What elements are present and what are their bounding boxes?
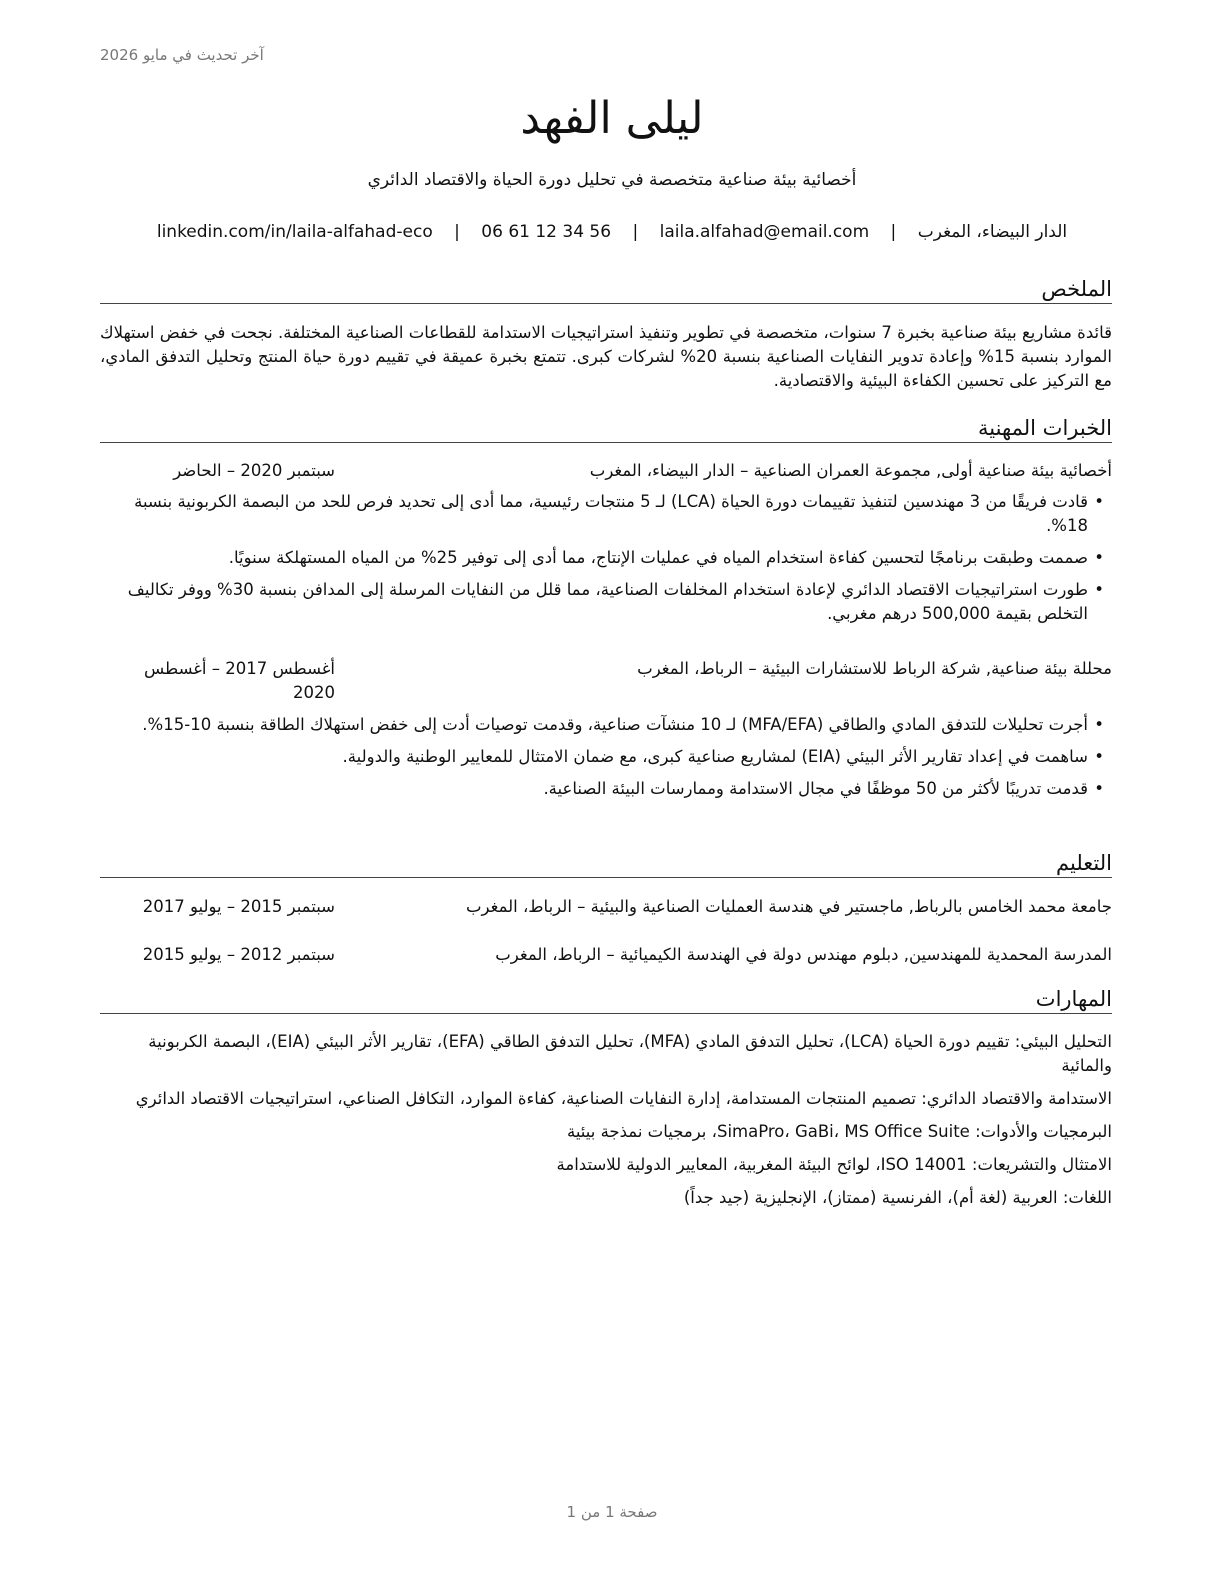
job-bullet: • قدمت تدريبًا لأكثر من 50 موظفًا في مجال الاستدامة وممارسات البيئة الصناعية. (100, 777, 1104, 801)
job-bullets (100, 713, 1104, 809)
job-title: أخصائية بيئة صناعية أولى, مجموعة العمران الصناعية – الدار البيضاء، المغرب (589, 461, 1112, 480)
contact-phone: 06 61 12 34 56 (481, 222, 612, 242)
skills-list (100, 1030, 1112, 1219)
contact-email[interactable]: laila.alfahad@email.com (659, 222, 870, 242)
job-bullet: • ساهمت في إعداد تقارير الأثر البيئي (EIA) لمشاريع صناعية كبرى، مع ضمان الامتثال للمعايير الوطنية والدولية. (100, 745, 1104, 769)
skill-line: الامتثال والتشريعات: ISO 14001، لوائح البيئة المغربية، المعايير الدولية للاستدامة (556, 1155, 1112, 1174)
experience-heading: الخبرات المهنية (100, 415, 1112, 443)
education-heading: التعليم (100, 850, 1112, 878)
page-number: صفحة 1 من 1 (566, 1503, 658, 1521)
education-title: المدرسة المحمدية للمهندسين, دبلوم مهندس دولة في الهندسة الكيميائية – الرباط، المغرب (495, 945, 1112, 964)
job-bullet: • أجرت تحليلات للتدفق المادي والطاقي (MFA/EFA) لـ 10 منشآت صناعية، وقدمت توصيات أدت إلى خفض استهلاك الطاقة بنسبة 10-15%. (100, 713, 1104, 737)
last-updated: آخر تحديث في مايو 2026 (100, 46, 264, 64)
job-title: محللة بيئة صناعية, شركة الرباط للاستشارات البيئية – الرباط، المغرب (637, 659, 1112, 678)
contact-separator: | (454, 222, 460, 242)
skill-line: البرمجيات والأدوات: SimaPro، GaBi، MS Office Suite، برمجيات نمذجة بيئية (566, 1122, 1112, 1141)
contact-linkedin[interactable]: linkedin.com/in/laila-alfahad-eco (156, 222, 433, 242)
skill-line: اللغات: العربية (لغة أم)، الفرنسية (ممتاز)، الإنجليزية (جيد جداً) (683, 1188, 1112, 1207)
contact-location: الدار البيضاء، المغرب (917, 222, 1068, 242)
job-dates: أغسطس 2017 – أغسطس 2020 (144, 659, 335, 702)
job-bullet: • طورت استراتيجيات الاقتصاد الدائري لإعادة استخدام المخلفات الصناعية، مما قلل من النفايات المرسلة إلى المدافن بنسبة 30% ووفر تكاليف التخلص بقيمة 500,000 درهم مغربي. (100, 578, 1104, 626)
education-dates: سبتمبر 2012 – يوليو 2015 (142, 945, 335, 964)
contact-separator: | (632, 222, 639, 242)
job-bullet: • قادت فريقًا من 3 مهندسين لتنفيذ تقييمات دورة الحياة (LCA) لـ 5 منتجات رئيسية، مما أدى إلى تحديد فرص للحد من البصمة الكربونية بنسبة 18%. (100, 490, 1104, 538)
contact-line (0, 222, 1224, 242)
job-bullet: • صممت وطبقت برنامجًا لتحسين كفاءة استخدام المياه في عمليات الإنتاج، مما أدى إلى توفير 25% من المياه المستهلكة سنويًا. (100, 546, 1104, 570)
skills-heading: المهارات (100, 986, 1112, 1014)
tagline: أخصائية بيئة صناعية متخصصة في تحليل دورة الحياة والاقتصاد الدائري (367, 170, 857, 190)
job-bullets (100, 490, 1104, 634)
candidate-name: ليلى الفهد (520, 93, 704, 144)
skill-line: التحليل البيئي: تقييم دورة الحياة (LCA)، تحليل التدفق المادي (MFA)، تحليل التدفق الطاقي (EFA)، تقارير الأثر البيئي (EIA)، البصمة الكربونية والمائية (148, 1032, 1112, 1075)
contact-separator: | (890, 222, 897, 242)
skill-line: الاستدامة والاقتصاد الدائري: تصميم المنتجات المستدامة، إدارة النفايات الصناعية، كفاءة الموارد، التكافل الصناعي، استراتيجيات الاقتصاد الدائري (135, 1089, 1112, 1108)
summary-text: قائدة مشاريع بيئة صناعية بخبرة 7 سنوات، متخصصة في تطوير وتنفيذ استراتيجيات الاستدامة للقطاعات الصناعية المختلفة. نجحت في خفض استهلاك الموارد بنسبة 15% وإعادة تدوير النفايات الصناعية بنسبة 20% لشركات كبرى. تتمتع بخبرة عميقة في تقييم دورة حياة المنتج وتحليل التدفق المادي، مع التركيز على تحسين الكفاءة البيئية والاقتصادية. (100, 323, 1113, 390)
summary-heading: الملخص (100, 276, 1112, 304)
job-dates: سبتمبر 2020 – الحاضر (173, 461, 335, 480)
education-title: جامعة محمد الخامس بالرباط, ماجستير في هندسة العمليات الصناعية والبيئية – الرباط، المغرب (465, 897, 1112, 916)
education-dates: سبتمبر 2015 – يوليو 2017 (142, 897, 335, 916)
